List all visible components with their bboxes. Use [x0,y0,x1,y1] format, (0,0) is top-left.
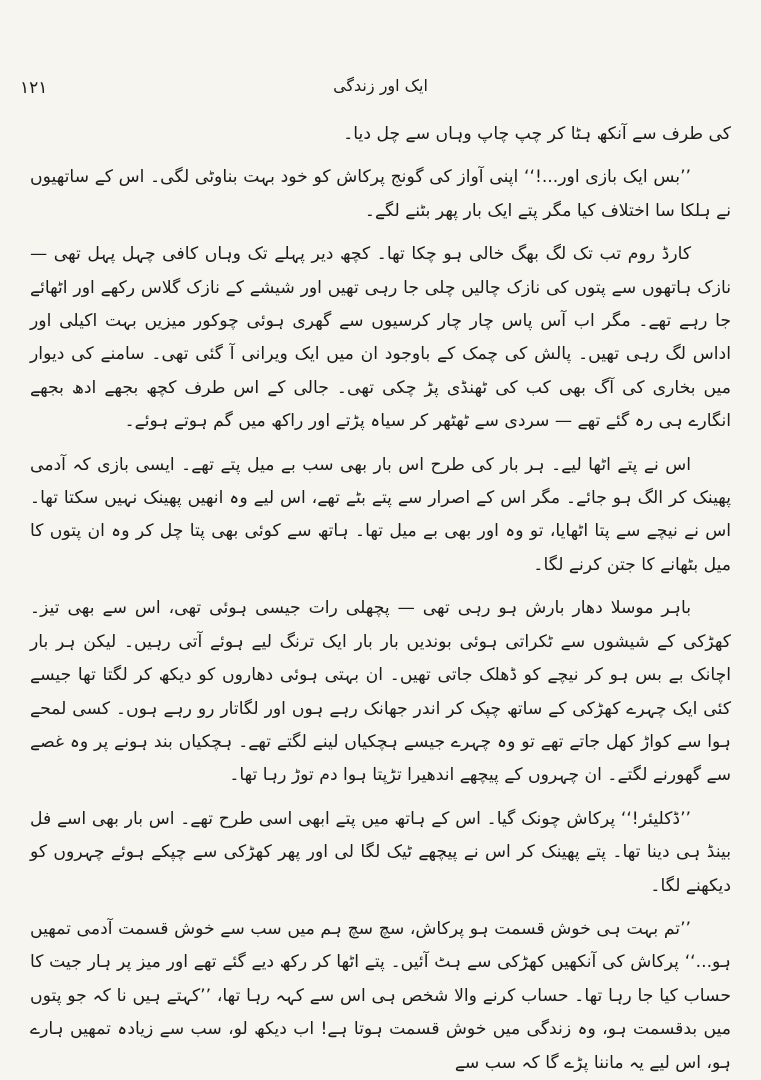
paragraph: اس نے پتے اٹھا لیے۔ ہر بار کی طرح اس بار بھی سب بے میل پتے تھے۔ ایسی بازی کہ آدمی پھینک کر الگ ہو جائے۔ مگر اس کے اصرار سے پتے بٹے تھے، اس لیے وہ انھیں پھینک نہیں سکتا تھا۔ اس نے نیچے سے پتا اٹھایا، تو وہ اور بھی بے میل تھا۔ ہاتھ سے کوئی بھی پتا چل کر وہ ان پتوں کا میل بٹھانے کا جتن کرنے لگا۔ [30,454,731,575]
page-number: ۱۲۱ [20,78,48,98]
paragraph: ’’تم بہت ہی خوش قسمت ہو پرکاش، سچ سچ ہم میں سب سے خوش قسمت آدمی تمھیں ہو...‘‘ پرکاش کی آنکھیں کھڑکی سے ہٹ آئیں۔ پتے اٹھا کر رکھ دیے گئے تھے اور میز پر ہار جیت کا حساب کیا جا رہا تھا۔ حساب کرنے والا شخص ہی اس سے کہہ رہا تھا، ’’کہتے ہیں نا کہ جو پتوں میں بدقسمت ہو، وہ زندگی میں خوش قسمت ہوتا ہے! اب دیکھ لو، سب سے زیادہ تمھیں ہارے ہو، اس لیے یہ ماننا پڑے گا کہ سب سے [30,918,731,1073]
paragraph: کارڈ روم تب تک لگ بھگ خالی ہو چکا تھا۔ کچھ دیر پہلے تک وہاں کافی چہل پہل تھی — نازک ہاتھوں سے پتوں کی نازک چالیں چلی جا رہی تھیں اور شیشے کے نازک گلاس رکھے اور اٹھائے جا رہے تھے۔ مگر اب آس پاس چار چار کرسیوں سے گھری ہوئی چوکور میزیں بہت اکیلی اور اداس لگ رہی تھیں۔ پالش کی چمک کے باوجود ان میں ایک ویرانی آ گئی تھی۔ سامنے کی دیوار میں بخاری کی آگ بھی کب کی ٹھنڈی پڑ چکی تھی۔ جالی کے اس طرف کچھ بجھے ادھ بجھے انگارے ہی رہ گئے تھے — سردی سے ٹھٹھر کر سیاہ پڑتے اور راکھ میں گم ہوتے ہوئے۔ [30,244,731,432]
running-title: ایک اور زندگی [333,76,428,95]
paragraph: باہر موسلا دھار بارش ہو رہی تھی — پچھلی رات جیسی ہوئی تھی، اس سے بھی تیز۔ کھڑکی کے شیشوں سے ٹکراتی ہوئی بوندیں بار بار ایک ترنگ لیے ہوئے آتی رہیں۔ لیکن ہر بار اچانک بے بس ہو کر نیچے کو ڈھلک جاتی تھیں۔ ان بہتی ہوئی دھاروں کو دیکھ کر لگتا تھا جیسے کئی ایک چہرے کھڑکی کے ساتھ چپک کر اندر جھانک رہے ہوں اور لگاتار رو رہے ہوں۔ کسی لمحے ہوا سے کواڑ کھل جاتے تھے تو وہ چہرے جیسے ہچکیاں لینے لگتے تھے۔ ہچکیاں بند ہونے پر وہ غصے سے گھورنے لگتے۔ ان چہروں کے پیچھے اندھیرا تڑپتا ہوا دم توڑ رہا تھا۔ [30,598,731,786]
paragraph: کی طرف سے آنکھ ہٹا کر چپ چاپ وہاں سے چل دیا۔ [343,124,731,144]
page-header [0,0,761,110]
paragraph: ’’ڈکلیئر!‘‘ پرکاش چونک گیا۔ اس کے ہاتھ میں پتے ابھی اسی طرح تھے۔ اس بار بھی اسے فل بینڈ ہی دینا تھا۔ پتے پھینک کر اس نے پیچھے ٹیک لگا لی اور پھر کھڑکی سے چپکے ہوئے چہروں کو دیکھنے لگا۔ [30,808,731,896]
paragraph: ’’بس ایک بازی اور...!‘‘ اپنی آواز کی گونج پرکاش کو خود بہت بناوٹی لگی۔ اس کے ساتھیوں نے ہلکا سا اختلاف کیا مگر پتے ایک بار پھر بٹنے لگے۔ [30,167,731,221]
page-body [30,118,731,1080]
